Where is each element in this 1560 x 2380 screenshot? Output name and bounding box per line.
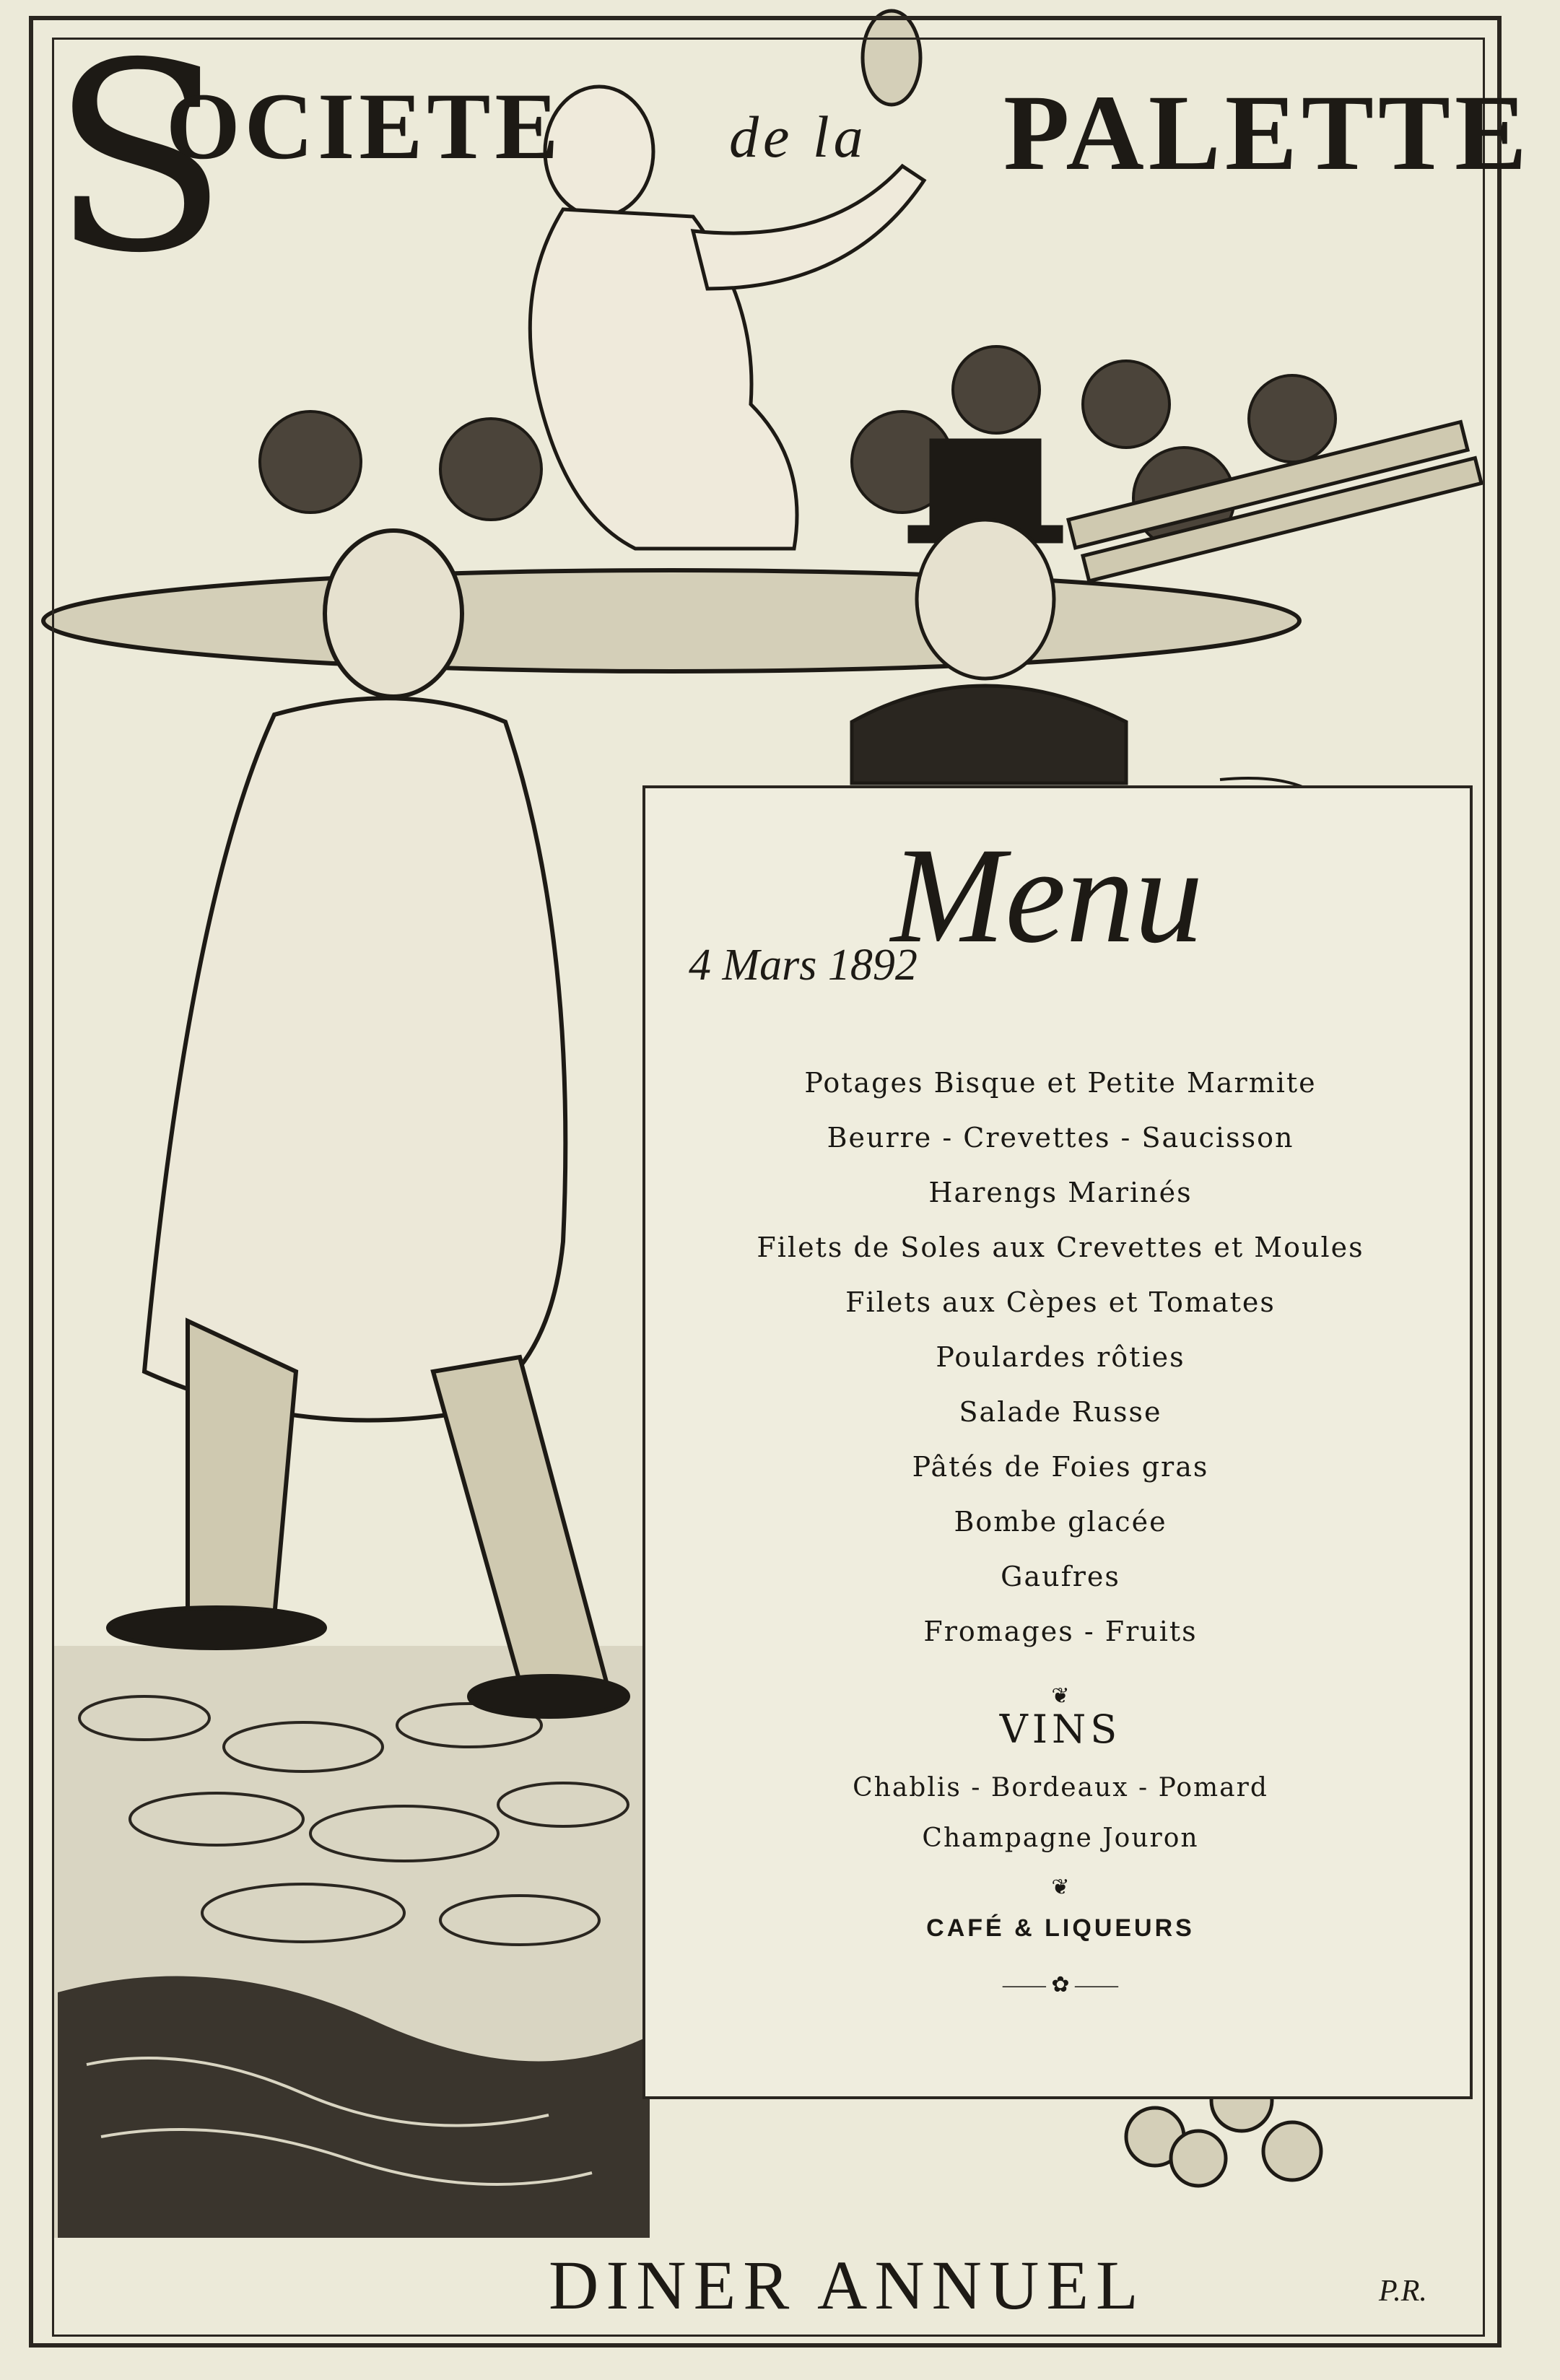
- dish-item: Pâtés de Foies gras: [912, 1451, 1209, 1483]
- title-de-la: de la: [729, 104, 868, 170]
- menu-card: [642, 785, 1473, 2099]
- dish-item: Poulardes rôties: [936, 1341, 1185, 1373]
- dish-list: [645, 1055, 1476, 1659]
- ornament-divider: —— ✿ ——: [1002, 1973, 1119, 1997]
- dish-item: Harengs Marinés: [928, 1177, 1193, 1208]
- ornament-divider: ❦: [1051, 1684, 1070, 1708]
- decorative-initial-s: S: [51, 7, 229, 310]
- title-societe: OCIETE: [166, 73, 563, 179]
- ornament-divider: ❦: [1051, 1875, 1070, 1899]
- dish-item: Fromages - Fruits: [923, 1616, 1198, 1647]
- closing-line: CAFÉ & LIQUEURS: [926, 1914, 1195, 1942]
- dish-item: Filets de Soles aux Crevettes et Moules: [757, 1232, 1364, 1263]
- footer-title: DINER ANNUEL: [549, 2246, 1146, 2324]
- dish-item: Bombe glacée: [954, 1506, 1167, 1538]
- menu-date: 4 Mars 1892: [689, 941, 918, 990]
- wine-item: Champagne Jouron: [922, 1823, 1199, 1853]
- artist-signature: P.R.: [1379, 2275, 1427, 2308]
- dish-item: Potages Bisque et Petite Marmite: [804, 1067, 1317, 1099]
- title-palette: PALETTE: [1003, 73, 1532, 193]
- dish-item: Filets aux Cèpes et Tomates: [845, 1286, 1276, 1318]
- dish-item: Beurre - Crevettes - Saucisson: [827, 1122, 1294, 1154]
- wine-item: Chablis - Bordeaux - Pomard: [853, 1773, 1268, 1803]
- wine-list: [645, 1763, 1476, 1864]
- dish-item: Gaufres: [1001, 1561, 1120, 1592]
- header-band: [65, 42, 1532, 193]
- menu-title: Menu: [891, 820, 1203, 972]
- dish-item: Salade Russe: [959, 1396, 1162, 1428]
- wines-heading: VINS: [999, 1706, 1122, 1752]
